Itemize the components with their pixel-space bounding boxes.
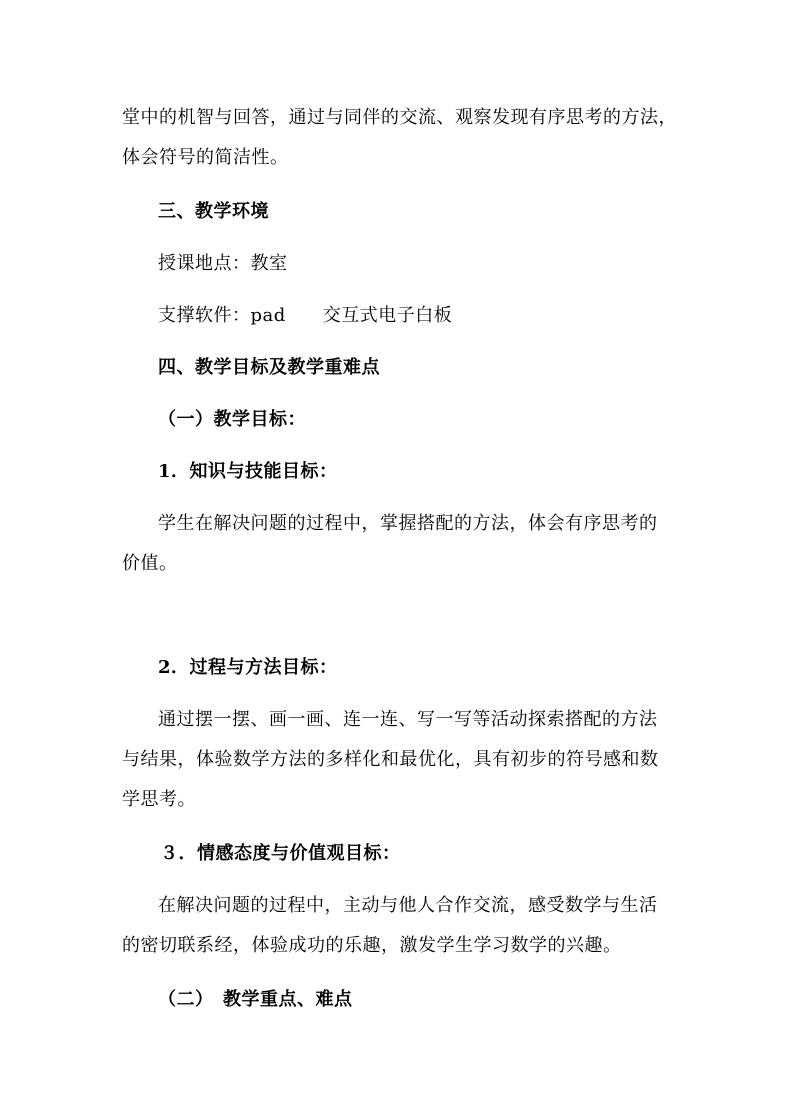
- text-line-process-3: 学思考。: [122, 789, 196, 810]
- text-line-1: 堂中的机智与回答，通过与同伴的交流、观察发现有序思考的方法，: [122, 107, 677, 128]
- subheading-key-difficulties: （二） 教学重点、难点: [158, 989, 353, 1010]
- heading-teaching-environment: 三、教学环境: [158, 201, 269, 222]
- text-line-software: 支撑软件：pad 交互式电子白板: [158, 305, 453, 326]
- text-line-knowledge-2: 价值。: [122, 553, 178, 574]
- subheading-emotion-values: ３．情感态度与价值观目标：: [160, 843, 401, 864]
- text-line-emotion-1: 在解决问题的过程中，主动与他人合作交流，感受数学与生活: [158, 895, 658, 916]
- text-line-2: 体会符号的简洁性。: [122, 147, 289, 168]
- text-line-knowledge-1: 学生在解决问题的过程中，掌握搭配的方法，体会有序思考的: [158, 513, 658, 534]
- subheading-goals: （一）教学目标：: [158, 409, 306, 430]
- subheading-knowledge-skills: 1．知识与技能目标：: [158, 461, 338, 482]
- text-line-process-2: 与结果，体验数学方法的多样化和最优化，具有初步的符号感和数: [122, 749, 659, 770]
- text-line-process-1: 通过摆一摆、画一画、连一连、写一写等活动探索搭配的方法: [158, 709, 658, 730]
- subheading-process-method: 2．过程与方法目标：: [158, 657, 338, 678]
- heading-teaching-goals: 四、教学目标及教学重难点: [158, 357, 380, 378]
- text-line-emotion-2: 的密切联系经，体验成功的乐趣，激发学生学习数学的兴趣。: [122, 935, 622, 956]
- text-line-location: 授课地点：教室: [158, 253, 288, 274]
